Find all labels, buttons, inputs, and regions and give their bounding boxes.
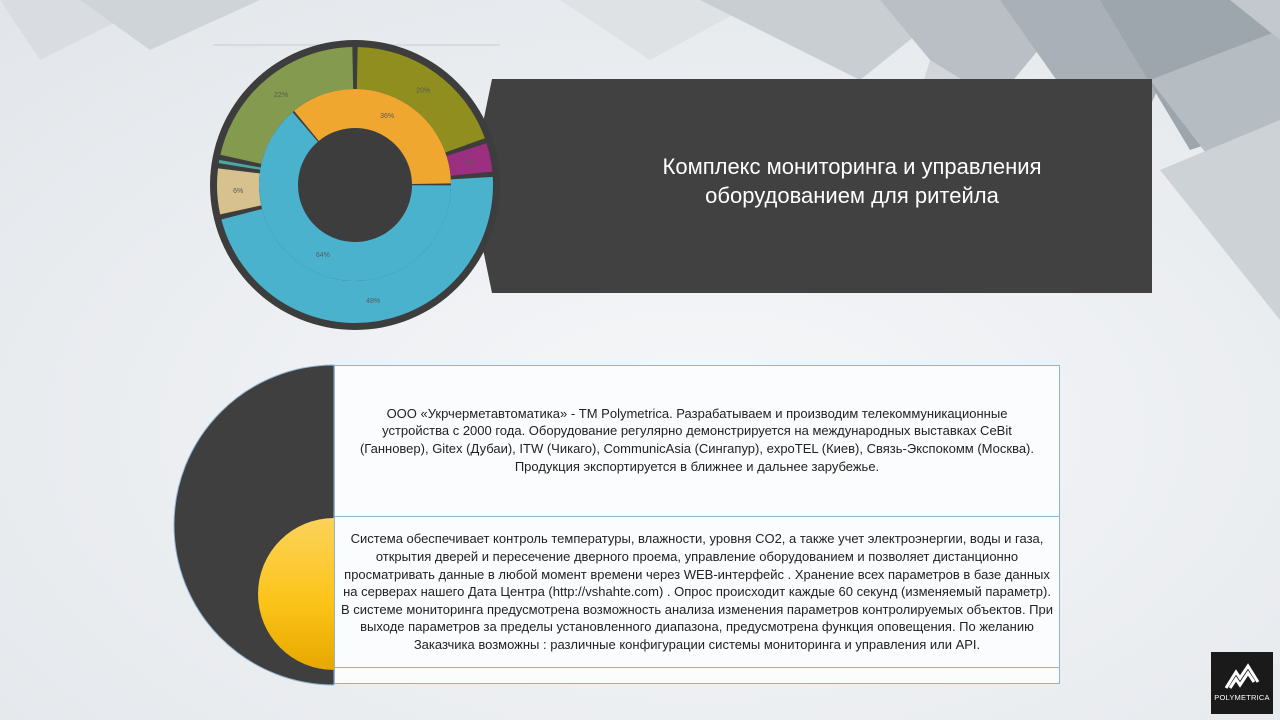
polymetrica-logo-icon [1224, 662, 1260, 690]
chart-label-outer-0: 20% [416, 87, 431, 95]
company-description-box [334, 365, 1060, 517]
chart-label-outer-1: 4% [464, 159, 475, 167]
title-line-1: Комплекс мониторинга и управления [662, 154, 1042, 179]
polymetrica-logo [1211, 652, 1273, 714]
system-description-text: Система обеспечивает контроль температуры, влажности, уровня CO2, а также учет электроэнергии, воды и газа, открытия дверей и пересечение дверного проема, управление оборудованием и позволяет дистанционно просматривать данные в любой момент времени через WEB-интерфейс . Хранение всех параметров в базе данных на серверах нашего Дата Центра (http://vshahte.com) . Опрос происходит каждые 60 секунд (изменяемый параметр). В системе мониторинга предусмотрена возможность анализа изменения параметров контролируемых объектов. При выходе параметров за пределы установленного диапазона, предусмотрена функция оповещения. По желанию Заказчика возможны : различные конфигурации системы мониторинга и управления или API. [341, 531, 1054, 652]
title-line-2: оборудованием для ритейла [705, 183, 999, 208]
chart-label-outer-5: 22% [274, 91, 289, 99]
system-description-box [334, 516, 1060, 668]
donut-chart [200, 30, 510, 340]
empty-footer-box [334, 667, 1060, 684]
chart-label-inner-1: 64% [315, 251, 330, 259]
chart-hole [303, 133, 407, 237]
chart-label-outer-2: 48% [366, 298, 381, 306]
page-title [560, 152, 1144, 210]
chart-label-outer-3: 6% [233, 187, 244, 195]
company-description-text: ООО «Укрчерметавтоматика» - ТМ Polymetrica. Разрабатываем и производим телекоммуникационные устройства с 2000 года. Оборудование регулярно демонстрируется на международных выставках CeBit (Ганновер), Gitex (Дубаи), ITW (Чикаго), CommunicAsia (Сингапур), expoTEL (Киев), Связь-Экспокомм (Москва). Продукция экспортируется в ближнее и дальнее зарубежье. [359, 405, 1035, 474]
decorative-half-circle [170, 360, 350, 690]
chart-label-inner-0: 36% [380, 113, 395, 121]
logo-text: POLYMETRICA [1214, 693, 1270, 702]
